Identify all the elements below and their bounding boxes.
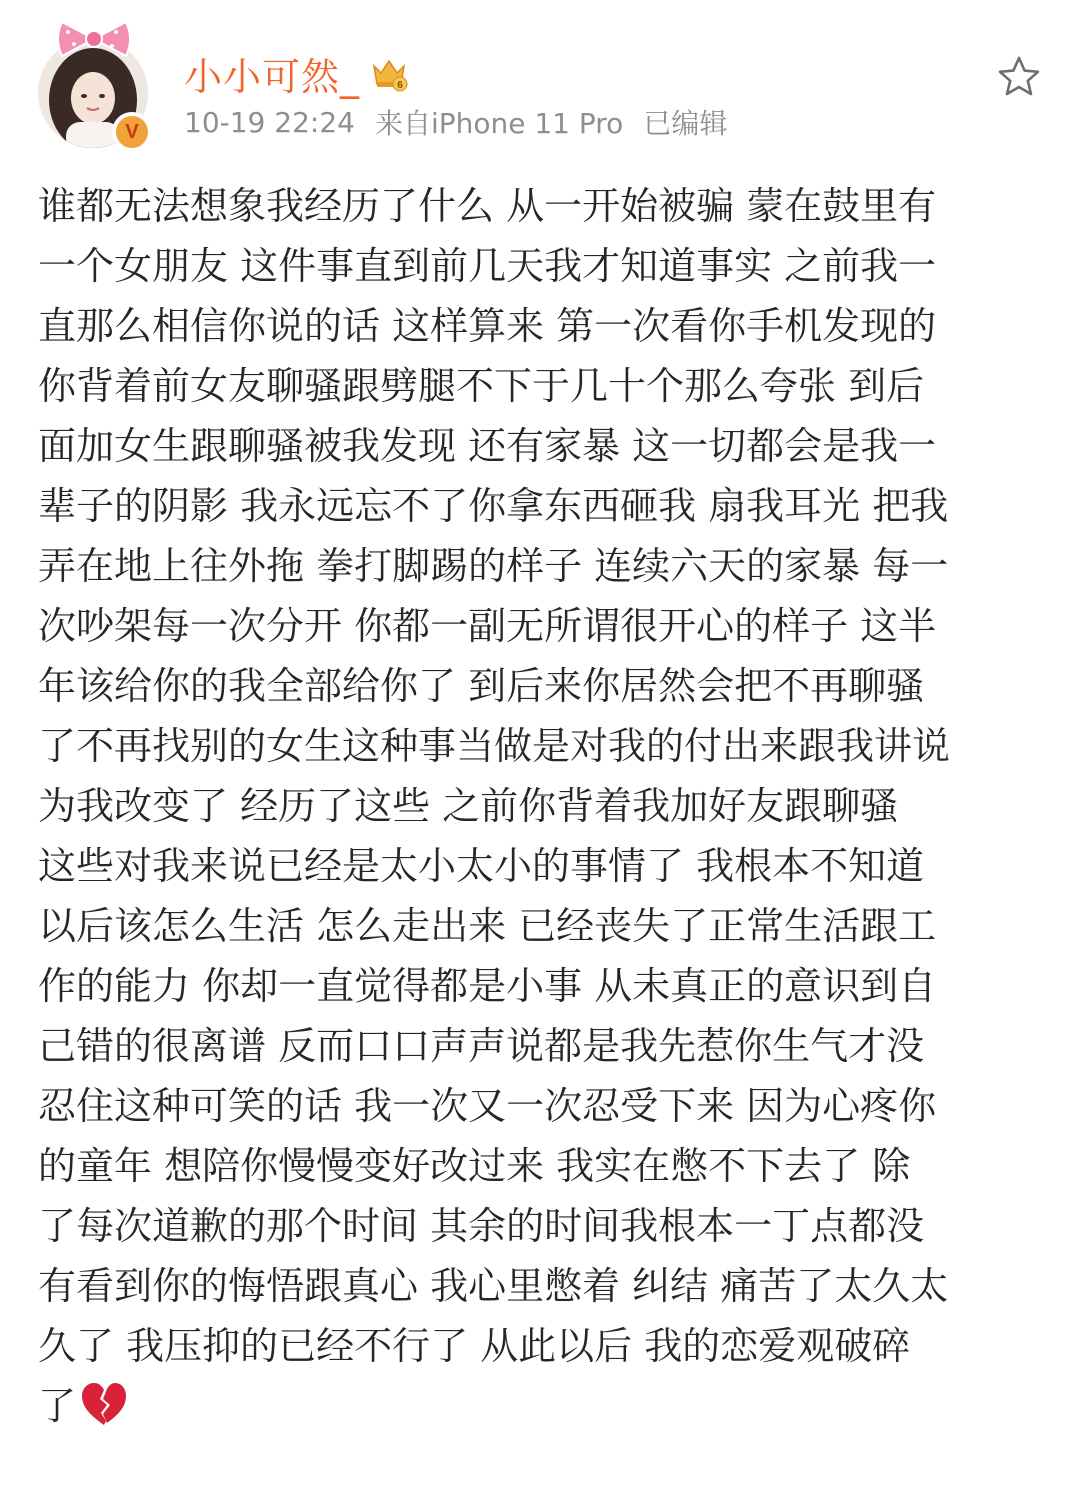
post-line: 这些对我来说已经是太小太小的事情了 我根本不知道 [38,844,925,888]
post-line: 久了 我压抑的已经不行了 从此以后 我的恋爱观破碎 [38,1324,911,1368]
post-line: 忍住这种可笑的话 我一次又一次忍受下来 因为心疼你 [38,1084,937,1128]
username-row [184,46,408,100]
post-line: 谁都无法想象我经历了什么 从一开始被骗 蒙在鼓里有 [38,184,937,228]
favorite-star-icon[interactable] [996,54,1042,100]
broken-heart-icon [80,1381,128,1427]
post-line: 作的能力 你却一直觉得都是小事 从未真正的意识到自 [38,964,937,1008]
post-source: 来自iPhone 11 Pro [374,107,624,140]
post-line-last [38,1376,1038,1436]
post-line: 了不再找别的女生这种事当做是对我的付出来跟我讲说 [38,724,951,768]
post-timestamp: 10-19 22:24 [184,105,355,139]
avatar[interactable] [38,38,148,148]
post-line: 了每次道歉的那个时间 其余的时间我根本一丁点都没 [38,1204,925,1248]
post-line: 次吵架每一次分开 你都一副无所谓很开心的样子 这半 [38,604,937,648]
post-line: 面加女生跟聊骚被我发现 还有家暴 这一切都会是我一 [38,424,937,468]
post-line: 以后该怎么生活 怎么走出来 已经丧失了正常生活跟工 [38,904,937,948]
post-line-text: 了 [38,1384,77,1428]
member-crown-icon [370,54,408,92]
post-line: 你背着前女友聊骚跟劈腿不下于几十个那么夸张 到后 [38,364,925,408]
edited-label: 已编辑 [643,107,728,140]
post-line: 有看到你的悔悟跟真心 我心里憋着 纠结 痛苦了太久太 [38,1264,949,1308]
post-content [38,176,1038,1436]
post-line: 年该给你的我全部给你了 到后来你居然会把不再聊骚 [38,664,925,708]
post-line: 一个女朋友 这件事直到前几天我才知道事实 之前我一 [38,244,937,288]
post-line: 直那么相信你说的话 这样算来 第一次看你手机发现的 [38,304,937,348]
post-meta [184,100,727,144]
username[interactable]: 小小可然_ [184,54,361,99]
level-badge: 6 [397,80,403,91]
post-line: 己错的很离谱 反而口口声声说都是我先惹你生气才没 [38,1024,925,1068]
bow-icon [54,18,134,60]
verified-badge: V [112,112,152,152]
post-line: 的童年 想陪你慢慢变好改过来 我实在憋不下去了 除 [38,1144,911,1188]
post-line: 为我改变了 经历了这些 之前你背着我加好友跟聊骚 [38,784,899,828]
post-line: 弄在地上往外拖 拳打脚踢的样子 连续六天的家暴 每一 [38,544,949,588]
post-line: 辈子的阴影 我永远忘不了你拿东西砸我 扇我耳光 把我 [38,484,949,528]
